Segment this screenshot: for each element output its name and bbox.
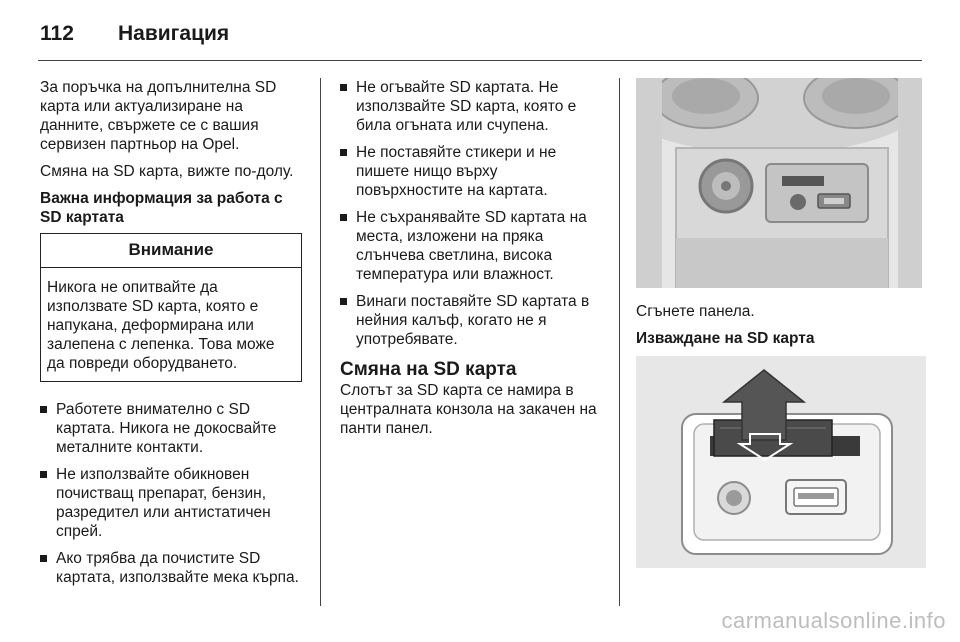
column-divider-2 <box>619 78 620 606</box>
page-header <box>40 14 229 54</box>
bullet-icon <box>40 471 47 478</box>
list-item: Ако трябва да почистите SD картата, използвайте мека кърпа. <box>40 549 302 587</box>
list-item: Не огъвайте SD картата. Не използвайте SD карта, която е била огъната или счупена. <box>340 78 608 135</box>
important-info-heading: Важна информация за работа с SD картата <box>40 190 283 226</box>
warning-box <box>40 233 302 382</box>
sd-removal-illustration <box>636 356 926 568</box>
handling-list-2 <box>340 78 608 349</box>
list-item: Работете внимателно с SD картата. Никога не докосвайте металните контакти. <box>40 400 302 457</box>
sd-slot-paragraph: Слотът за SD карта се намира в централната конзола на закачен на панти панел. <box>340 382 597 437</box>
list-item: Не използвайте обикновен почистващ препарат, бензин, разредител или антистатичен спрей. <box>40 465 302 541</box>
sd-change-reference: Смяна на SD карта, вижте по-долу. <box>40 163 294 180</box>
intro-paragraph: За поръчка на допълнителна SD карта или актуализиране на данните, свържете се с вашия сервизен партньор на Opel. <box>40 79 277 153</box>
column-1 <box>40 78 302 595</box>
column-3 <box>636 78 926 568</box>
chapter-title: Навигация <box>118 22 230 45</box>
bullet-icon <box>40 555 47 562</box>
sd-change-heading: Смяна на SD карта <box>340 359 517 380</box>
warning-title: Внимание <box>41 234 301 268</box>
remove-sd-heading: Изваждане на SD карта <box>636 330 815 347</box>
sd-eject-diagram <box>636 356 926 568</box>
bullet-icon <box>340 214 347 221</box>
column-2 <box>340 78 608 446</box>
site-watermark: carmanualsonline.info <box>721 608 946 633</box>
list-item: Винаги поставяйте SD картата в нейния калъф, когато не я употребявате. <box>340 292 608 349</box>
list-item: Не поставяйте стикери и не пишете нищо върху повърхностите на картата. <box>340 143 608 200</box>
bullet-icon <box>340 298 347 305</box>
handling-list-1 <box>40 400 302 587</box>
bullet-icon <box>340 149 347 156</box>
bullet-icon <box>40 406 47 413</box>
console-panel-photo <box>636 78 922 288</box>
list-item: Не съхранявайте SD картата на места, изложени на пряка слънчева светлина, висока температура или влажност. <box>340 208 608 284</box>
header-divider <box>38 60 922 61</box>
fold-panel-caption: Сгънете панела. <box>636 303 755 320</box>
center-console-illustration <box>636 78 922 288</box>
warning-text: Никога не опитвайте да използвате SD карта, която е напукана, деформирана или залепена с лепенка. Това може да повреди оборудването. <box>47 279 275 372</box>
column-divider-1 <box>320 78 321 606</box>
bullet-icon <box>340 84 347 91</box>
page-number: 112 <box>40 22 74 45</box>
